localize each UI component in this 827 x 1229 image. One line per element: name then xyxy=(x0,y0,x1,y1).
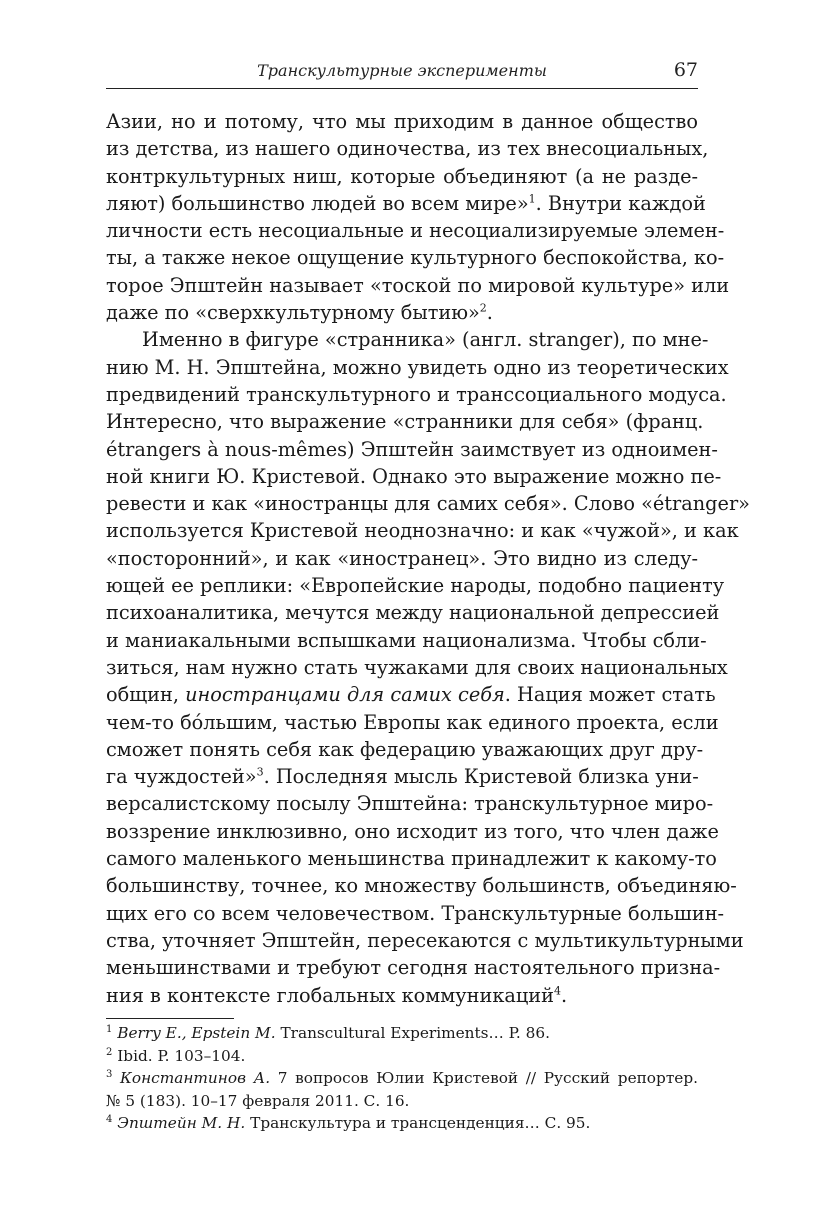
text-line: личности есть несоциальные и несоциализируемые элемен- xyxy=(106,219,725,243)
text-line: étrangers à nous-mêmes) Эпштейн заимствует из одноимен- xyxy=(106,437,718,461)
footnote-ref[interactable]: 3 xyxy=(256,765,264,779)
footnote-1: $^1$ Berry E., Epstein M. Transcultural Experiments… P. 86. xyxy=(106,1023,550,1042)
text-line: ты, а также некое ощущение культурного беспокойства, ко- xyxy=(106,246,725,270)
text-line: га чуждостей»$^3$. Последняя мысль Кристевой близка уни- xyxy=(106,765,699,789)
text-line: чем-то бóльшим, частью Европы как единого проекта, если xyxy=(106,710,719,734)
text-line: воззрение инклюзивно, оно исходит из того, что член даже xyxy=(106,819,719,843)
text-line: ства, уточняет Эпштейн, пересекаются с мультикультурными xyxy=(106,928,744,952)
text-line: даже по «сверхкультурному бытию»$^2$. xyxy=(106,301,493,325)
footnote-mark: 2 xyxy=(106,1046,113,1058)
footnote-ref[interactable]: 4 xyxy=(553,984,561,998)
paragraph-2 xyxy=(106,326,750,1008)
text-line: предвидений транскультурного и транссоциального модуса. xyxy=(106,382,727,406)
footnote-mark: 3 xyxy=(106,1068,113,1080)
text-line: общин, иностранцами для самих себя. Нация может стать xyxy=(106,683,716,707)
body-text xyxy=(106,108,750,1009)
footnote-mark: 1 xyxy=(106,1023,113,1035)
footnote-mark: 4 xyxy=(106,1113,113,1125)
footnote-2: $^2$ Ibid. P. 103–104. xyxy=(106,1046,246,1065)
text-line: нию М. Н. Эпштейна, можно увидеть одно из теоретических xyxy=(106,355,729,379)
text-line: ляют) большинство людей во всем мире»$^1$. Внутри каждой xyxy=(106,191,706,215)
text-line: ной книги Ю. Кристевой. Однако это выражение можно пе- xyxy=(106,464,722,488)
text-line: психоаналитика, мечутся между национальной депрессией xyxy=(106,601,720,625)
page-number: 67 xyxy=(673,59,698,81)
footnote-4: $^4$ Эпштейн М. Н. Транскультура и трансценденция… С. 95. xyxy=(106,1113,591,1132)
text-line: и маниакальными вспышками национализма. Чтобы сбли- xyxy=(106,628,707,652)
text-line: используется Кристевой неоднозначно: и как «чужой», и как xyxy=(106,519,739,543)
text-line: сможет понять себя как федерацию уважающих друг дру- xyxy=(106,737,704,761)
text-line: ющей ее реплики: «Европейские народы, подобно пациенту xyxy=(106,574,725,598)
text-line: ния в контексте глобальных коммуникаций$^4$. xyxy=(106,983,568,1007)
footnotes xyxy=(106,1022,698,1135)
text-line: торое Эпштейн называет «тоской по мировой культуре» или xyxy=(106,273,730,297)
text-line: из детства, из нашего одиночества, из тех внесоциальных, xyxy=(106,137,709,161)
text-line: Интересно, что выражение «странники для себя» (франц. xyxy=(106,410,704,434)
footnote-author: Berry E., Epstein M. xyxy=(117,1024,276,1042)
text-line: Именно в фигуре «странника» (англ. stranger), по мне- xyxy=(142,328,709,352)
text-line: самого маленького меньшинства принадлежит к какому-то xyxy=(106,847,717,871)
running-header xyxy=(106,58,698,89)
footnote-divider xyxy=(106,1018,234,1019)
footnote-author: Константинов А. xyxy=(120,1069,271,1087)
footnote-ref[interactable]: 2 xyxy=(479,301,487,315)
italic-phrase: иностранцами для самих себя xyxy=(185,683,505,707)
running-title: Транскультурные эксперименты xyxy=(257,61,547,80)
text-line: «посторонний», и как «иностранец». Это видно из следу- xyxy=(106,546,698,570)
text-line: ревести и как «иностранцы для самих себя». Слово «étranger» xyxy=(106,492,750,516)
footnote-author: Эпштейн М. Н. xyxy=(117,1114,246,1132)
text-line: зиться, нам нужно стать чужаками для своих национальных xyxy=(106,655,728,679)
footnote-3: $^3$ Константинов А. 7 вопросов Юлии Кристевой // Русский репортер. № 5 (183). 10–17 февраля 2011. С. 16. xyxy=(106,1068,698,1110)
footnote-ref[interactable]: 1 xyxy=(528,192,536,206)
paragraph-1 xyxy=(106,108,730,326)
text-line: контркультурных ниш, которые объединяют (а не разде- xyxy=(106,164,698,188)
text-line: щих его со всем человечеством. Транскультурные большин- xyxy=(106,901,725,925)
text-line: большинству, точнее, ко множеству большинств, объединяю- xyxy=(106,874,737,898)
text-line: версалистскому посылу Эпштейна: транскультурное миро- xyxy=(106,792,714,816)
text-line: Азии, но и потому, что мы приходим в данное общество xyxy=(106,110,698,133)
text-line: меньшинствами и требуют сегодня настоятельного призна- xyxy=(106,956,721,980)
